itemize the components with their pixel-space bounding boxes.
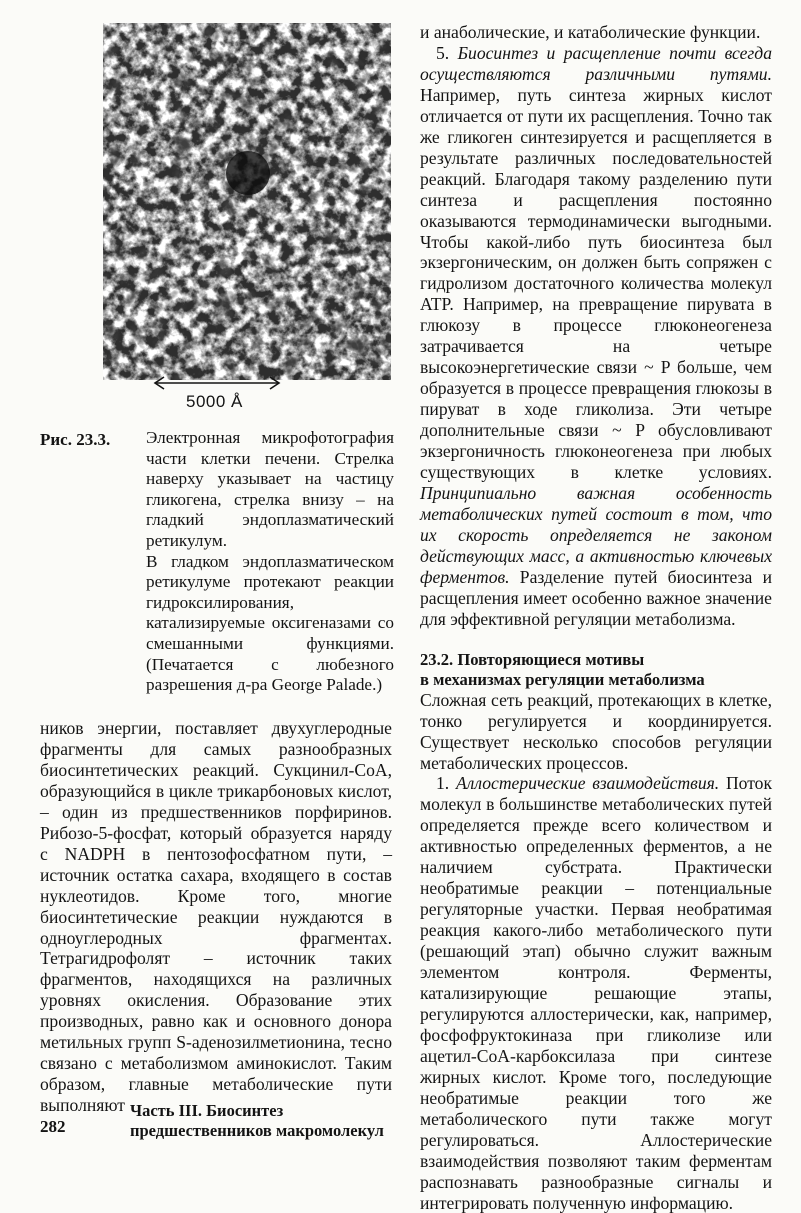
scale-bar-label: 5000 Å <box>186 392 243 411</box>
running-footer <box>130 1101 384 1141</box>
paragraph-2-text-end: Разделение путей биосинтеза и расщепления имеет особенно важное значение для эффективной регуляции метаболизма. <box>420 566 772 629</box>
section-heading-line-1: 23.2. Повторяющиеся мотивы <box>420 649 645 669</box>
right-paragraph-3: Сложная сеть реакций, протекающих в клетке, тонко регулируется и координируется. Существует несколько способов регуляции метаболических процессов. <box>420 689 772 773</box>
figure-label: Рис. 23.3. <box>40 430 111 449</box>
item-number-5: 5. <box>436 42 450 63</box>
section-heading-line-2: в механизмах регуляции метаболизма <box>420 669 705 689</box>
item-number-1: 1. <box>436 773 450 794</box>
scale-bar-arrow <box>152 376 282 390</box>
right-paragraph-4 <box>420 773 772 1213</box>
right-paragraph-1: и анаболические, и катаболические функции. <box>420 22 761 42</box>
caption-part-2: В гладком эндоплазматическом ретикулуме протекают реакции гидроксилирования, катализируемые оксигеназами со смешанными функциями. (Печатается с любезного разрешения д-ра George Palade.) <box>146 551 394 695</box>
right-paragraph-2 <box>420 43 772 630</box>
section-heading <box>420 650 772 690</box>
left-paragraph: ников энергии, поставляет двухуглеродные фрагменты для самых разнообразных биосинтетических реакций. Сукцинил-СоА, образующийся в цикле трикарбоновых кислот, – один из предшественников порфиринов. Рибозо-5-фосфат, который образуется наряду с NADPH в пентозофосфатном пути, – источник остатка сахара, входящего в состав нуклеотидов. Кроме того, многие биосинтетические реакции нуждаются в одноуглеродных фрагментах. Тетрагидрофолят – источник таких фрагментов, находящихся на различных уровнях окисления. Образование этих производных, равно как и основного донора метильных групп S-аденозилметионина, тесно связано с метаболизмом аминокислот. Таким образом, главные метаболические пути выполняют <box>40 718 392 1116</box>
italic-principle: Принципиально важная особенность метаболических путей состоит в том, что их скорость определяется не законом действующих масс, а активностью ключевых ферментов. <box>420 482 772 587</box>
italic-statement-5: Биосинтез и расщепление почти всегда осуществляются различными путями. <box>420 42 772 84</box>
liver-cell-micrograph <box>103 23 391 380</box>
paragraph-4-text: Поток молекул в большинстве метаболических путей определяется прежде всего количеством и активностью определенных ферментов, а не наличием субстрата. Практически необратимые реакции – потенциальные регуляторные участки. Первая необратимая реакция какого-либо метаболического пути (решающий этап) обычно служит важным элементом контроля. Ферменты, катализирующие решающие этапы, регулируются аллостерически, как, например, фосфофруктокиназа при гликолизе или ацетил-СоА-карбоксилаза при синтезе жирных кислот. Кроме того, последующие необратимые реакции того же метаболического пути также могут регулироваться. Аллостерические взаимодействия позволяют таким ферментам распознавать разнообразные сигналы и интегрировать полученную информацию. <box>420 773 773 1213</box>
footer-part-subtitle: предшественников макромолекул <box>130 1121 384 1140</box>
paragraph-2-text: Например, путь синтеза жирных кислот отличается от пути их расщепления. Точно так же гликоген синтезируется и расщепляется в результате различных последовательностей реакций. Благодаря такому разделению пути синтеза и расщепления постоянно оказываются термодинамически выгодными. Чтобы какой-либо путь биосинтеза был экзергоническим, он должен быть сопряжен с гидролизом достаточного количества молекул ATP. Например, на превращение пирувата в глюкозу в процессе глюконеогенеза затрачивается на четыре высокоэнергетические связи ~ P больше, чем образуется в процессе превращения глюкозы в пируват в ходе гликолиза. Эти четыре дополнительные связи ~ P обусловливают экзергоничность глюконеогенеза при любых существующих в клетке условиях. <box>420 84 772 483</box>
caption-part-1: Электронная микрофотография части клетки печени. Стрелка наверху указывает на частицу гликогена, стрелка внизу – на гладкий эндоплазматический ретикулум. <box>146 428 394 550</box>
footer-part-title: Часть III. Биосинтез <box>130 1101 284 1120</box>
italic-statement-1: Аллостерические взаимодействия. <box>455 773 720 794</box>
page-number: 282 <box>40 1117 66 1136</box>
right-column-text <box>420 22 772 1213</box>
left-column-text <box>40 718 392 1116</box>
figure-caption <box>146 428 394 696</box>
